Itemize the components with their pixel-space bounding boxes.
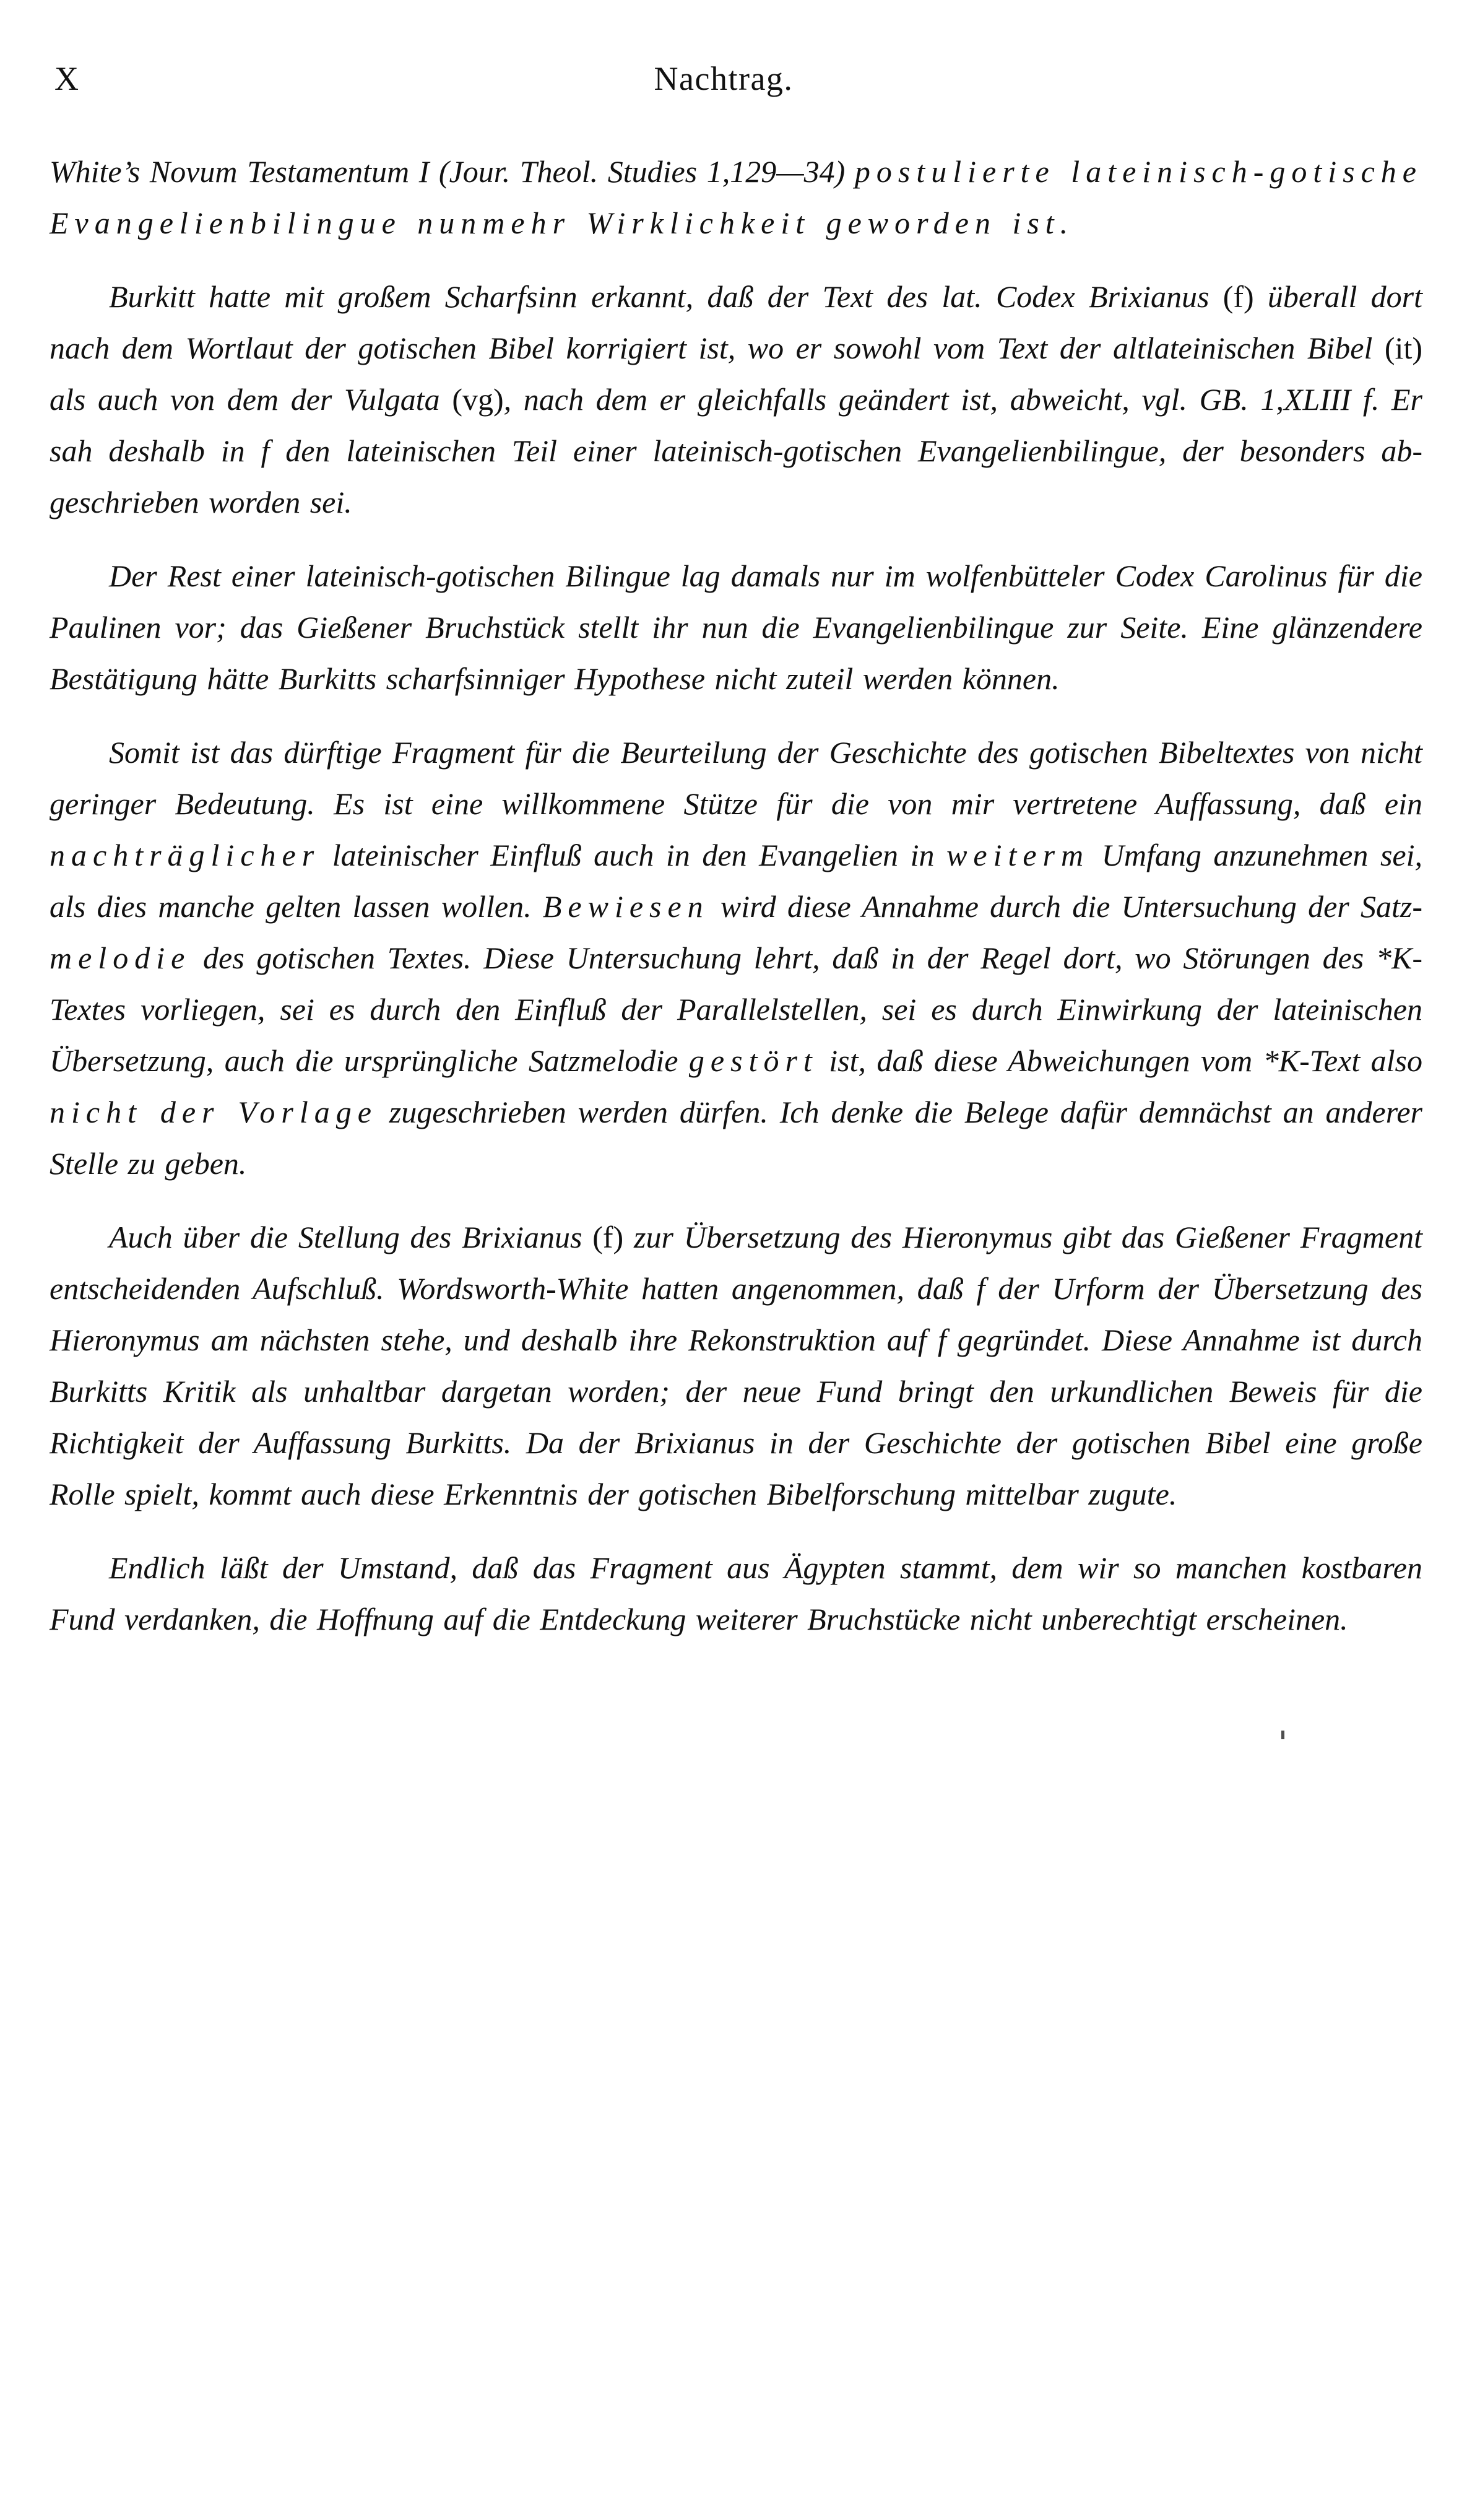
somit-seg-e: des gotischen Textes. Diese Untersuchung lehrt, daß in der Regel dort, wo Störungen des *K-Textes vorliegen, sei es durch den Einfluß der Parallelstellen, sei es durch Einwirkung der lateinischen Übersetzung, auch die ursprüngliche Satzmelodie — [50, 941, 1422, 1078]
emphasis-weiterm: weiterm — [946, 838, 1090, 872]
somit-seg-c: Umfang anzunehmen sei, als dies manche gelten lassen wollen. — [50, 838, 1422, 924]
burkitt-seg-b: überall dort nach dem Wortlaut der gotischen Bibel korrigiert ist, wo er sowohl vom Text der altlateinischen Bibel — [50, 279, 1422, 365]
burkitt-seg-c: als auch von dem der Vulgata — [50, 382, 452, 417]
emphasis-melodie: melodie — [50, 941, 191, 975]
paragraph-burkitt — [50, 271, 1422, 528]
paragraph-rest — [50, 550, 1422, 705]
somit-seg-g: zugeschrieben werden dürfen. Ich denke die Belege dafür demnächst an anderer Stelle zu geben. — [50, 1095, 1422, 1181]
emphasis-nachtraeglicher: nachträglicher — [50, 838, 321, 872]
paragraph-endlich — [50, 1542, 1422, 1645]
paragraph-auch — [50, 1212, 1422, 1520]
siglum-vg: (vg) — [452, 382, 504, 417]
auch-seg-b: zur Übersetzung des Hieronymus gibt das Gießener Fragment entscheidenden Aufschluß. Wordsworth-White hatten angenommen, daß f der Urform der Übersetzung des Hieronymus am nächsten stehe, und deshalb ihre Rekonstruktion auf f gegründet. Diese Annahme ist durch Burkitts Kritik als unhaltbar dargetan worden; der neue Fund bringt den urkundlichen Beweis für die Richtigkeit der Auffassung Burkitts. Da der Brixianus in der Geschichte der gotischen Bibel eine große Rolle spielt, kommt auch diese Erkenntnis der gotischen Bibelforschung mittelbar zugute. — [50, 1220, 1422, 1511]
somit-seg-f: ist, daß diese Abweichungen vom *K-Text also — [818, 1043, 1423, 1078]
paragraph-somit — [50, 727, 1422, 1189]
page-number: X — [54, 60, 79, 97]
somit-seg-a: Somit ist das dürftige Fragment für die Beurteilung der Geschichte des gotischen Bibeltextes von nicht geringer Bedeutung. Es ist eine willkommene Stütze für die von mir vertretene Auffassung, daß ein — [50, 735, 1422, 821]
emphasis-nicht-der-vorlage: nicht der Vorlage — [50, 1095, 378, 1129]
lead-text-normal: White’s Novum Testamentum I (Jour. Theol. Studies 1,129—34) — [50, 154, 855, 189]
running-head — [54, 59, 1393, 103]
paragraph-lead — [50, 146, 1422, 249]
emphasis-gestoert: gestört — [688, 1043, 818, 1078]
running-title: Nachtrag. — [654, 60, 794, 97]
siglum-it: (it) — [1384, 331, 1422, 365]
siglum-f-2: (f) — [592, 1220, 624, 1254]
burkitt-seg-a: Burkitt hatte mit großem Scharfsinn erkannt, daß der Text des lat. Codex Brixianus — [109, 279, 1223, 314]
emphasis-bewiesen: Bewiesen — [542, 889, 709, 924]
scan-speck — [1281, 1731, 1284, 1739]
auch-seg-a: Auch über die Stellung des Brixianus — [109, 1220, 593, 1254]
burkitt-seg-d: , nach dem er gleichfalls geändert ist, abweicht, vgl. GB. 1,XLIII f. Er sah deshalb in f den lateinischen Teil einer lateinisch-gotischen Evangelienbilingue, der besonders abgeschrieben worden sei. — [50, 382, 1422, 519]
rest-seg-a: Der Rest einer lateinisch-gotischen Bilingue lag damals nur im wolfenbütteler Codex Carolinus für die Paulinen vor; das Gießener Bruchstück stellt ihr nun die Evangelienbilingue zur Seite. Eine glänzendere Bestätigung hätte Burkitts scharfsinniger Hypothese nicht zuteil werden können. — [50, 558, 1422, 696]
endlich-seg-a: Endlich läßt der Umstand, daß das Fragment aus Ägypten stammt, dem wir so manchen kostbaren Fund verdanken, die Hoffnung auf die Entdeckung weiterer Bruchstücke nicht unberechtigt erscheinen. — [50, 1550, 1422, 1636]
lead-text-spaced: postulierte lateinisch-gotische Evangelienbilingue nunmehr Wirklichkeit geworden ist. — [50, 154, 1422, 240]
somit-seg-b: lateinischer Einfluß auch in den Evangelien in — [320, 838, 947, 872]
siglum-f: (f) — [1222, 279, 1254, 314]
page-body — [50, 146, 1422, 1645]
somit-seg-d: wird diese Annahme durch die Untersuchung der Satz — [709, 889, 1422, 924]
